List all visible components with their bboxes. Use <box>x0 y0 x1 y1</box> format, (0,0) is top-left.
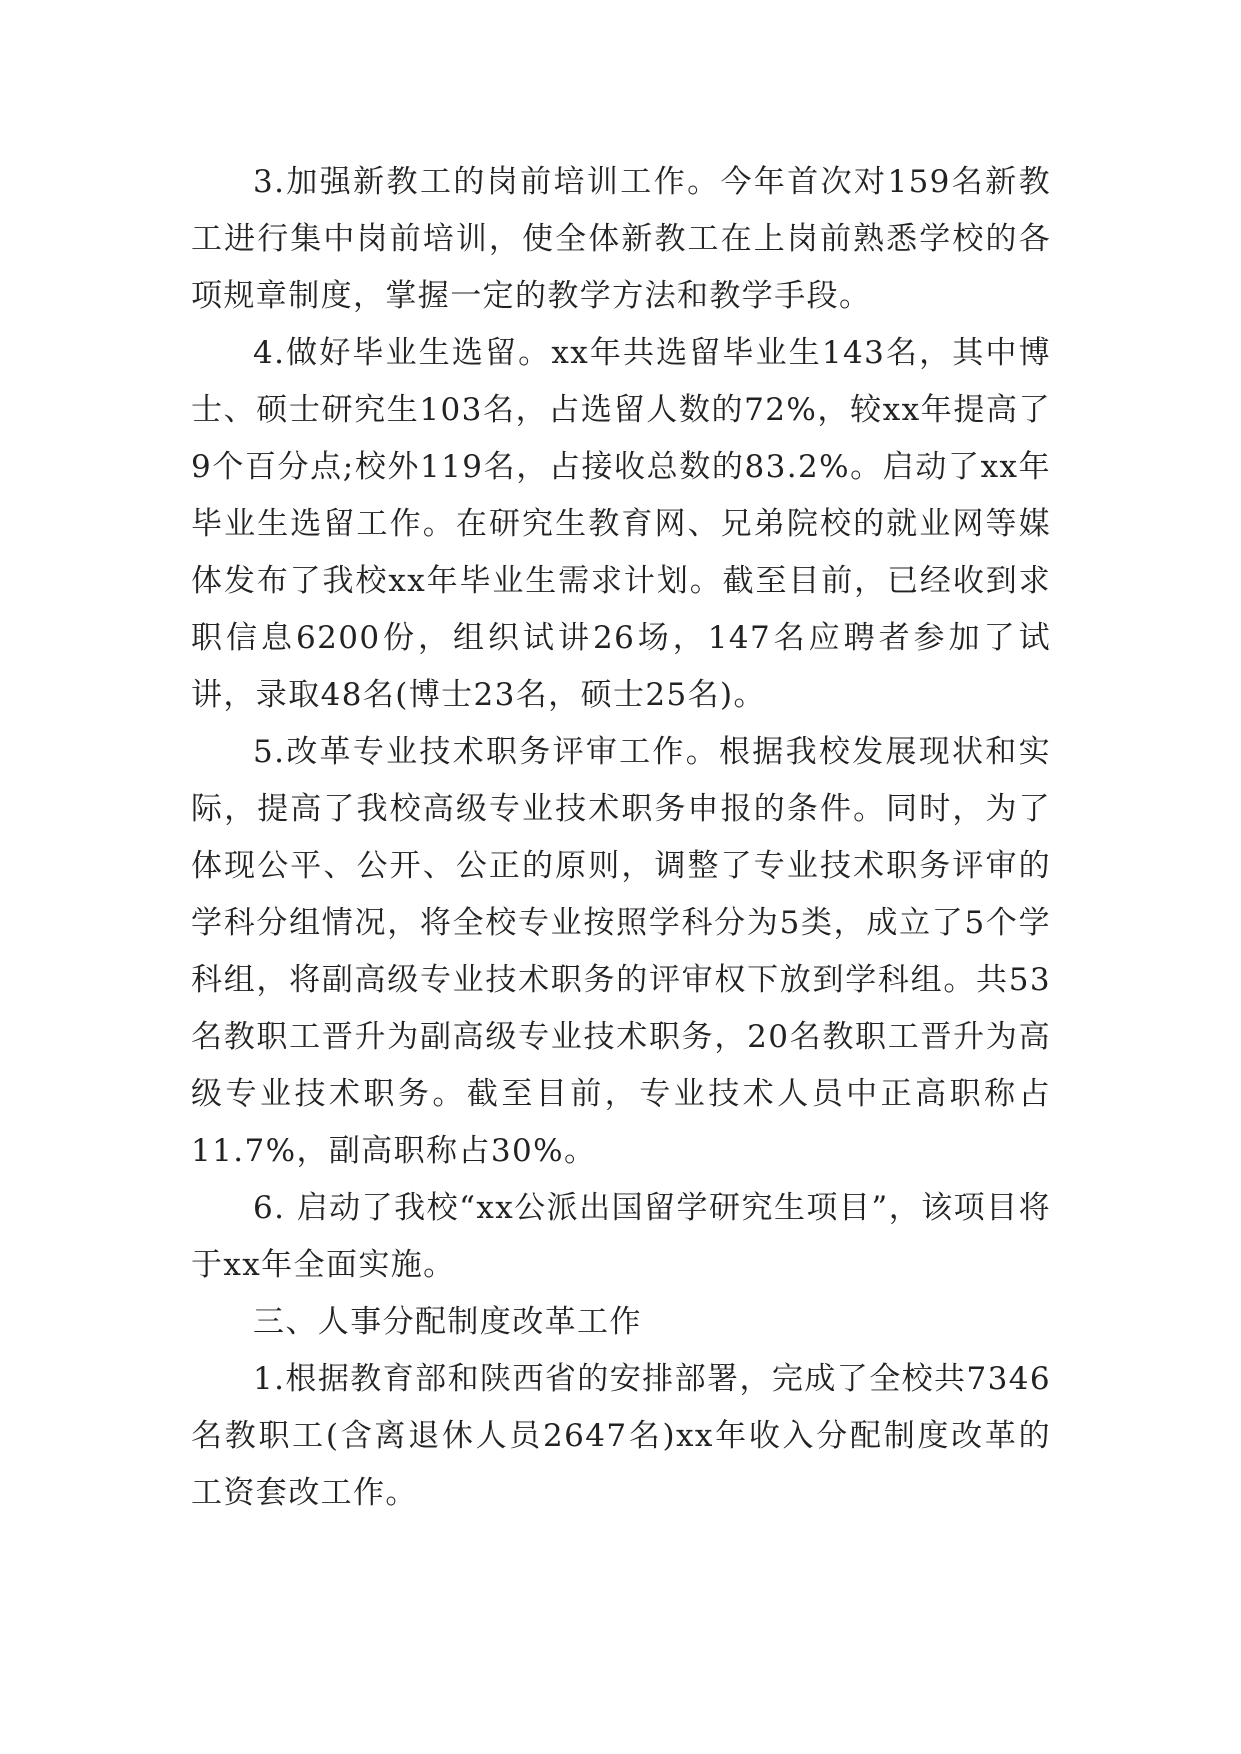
section-heading: 三、人事分配制度改革工作 <box>253 1304 642 1340</box>
document-body <box>191 154 1051 1522</box>
paragraph-salary-reform: 1.根据教育部和陕西省的安排部署，完成了全校共7346名教职工(含离退休人员2647名)xx年收入分配制度改革的工资套改工作。 <box>191 1361 1051 1511</box>
paragraph-title-review-reform: 5.改革专业技术职务评审工作。根据我校发展现状和实际，提高了我校高级专业技术职务申报的条件。同时，为了体现公平、公开、公正的原则，调整了专业技术职务评审的学科分组情况，将全校专业按照学科分为5类，成立了5个学科组，将副高级专业技术职务的评审权下放到学科组。共53名教职工晋升为副高级专业技术职务，20名教职工晋升为高级专业技术职务。截至目前，专业技术人员中正高职称占11.7%，副高职称占30%。 <box>191 734 1051 1169</box>
paragraph-graduate-retention: 4.做好毕业生选留。xx年共选留毕业生143名，其中博士、硕士研究生103名，占选留人数的72%，较xx年提高了9个百分点;校外119名，占接收总数的83.2%。启动了xx年毕业生选留工作。在研究生教育网、兄弟院校的就业网等媒体发布了我校xx年毕业生需求计划。截至目前，已经收到求职信息6200份，组织试讲26场，147名应聘者参加了试讲，录取48名(博士23名，硕士25名)。 <box>191 335 1051 713</box>
paragraph-pre-job-training: 3.加强新教工的岗前培训工作。今年首次对159名新教工进行集中岗前培训，使全体新教工在上岗前熟悉学校的各项规章制度，掌握一定的教学方法和教学手段。 <box>191 164 1051 314</box>
paragraph-study-abroad-project: 6. 启动了我校“xx公派出国留学研究生项目”，该项目将于xx年全面实施。 <box>191 1190 1051 1283</box>
